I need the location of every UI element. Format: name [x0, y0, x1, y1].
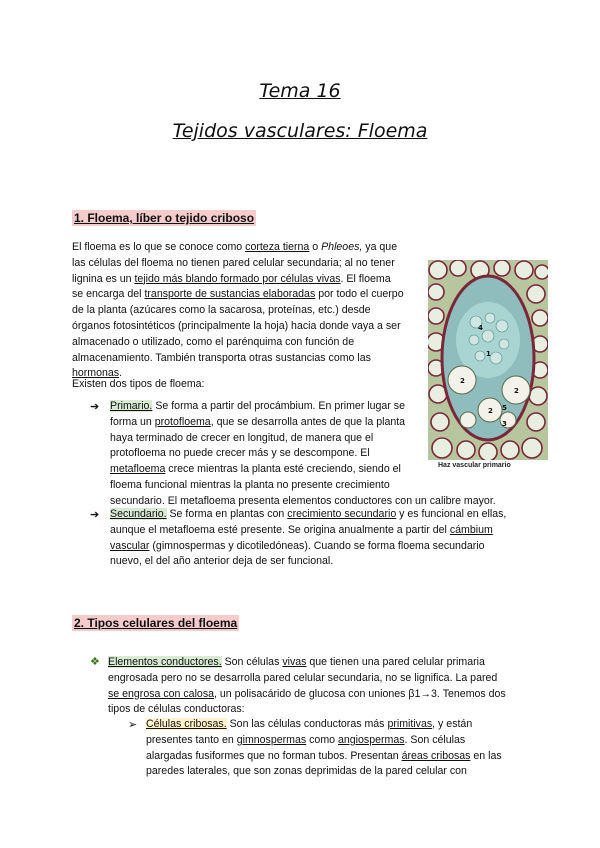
secundario-item: Secundario. Se forma en plantas con crecimiento secundario y es funcional en ellas, aunque el metafloema esté presente. Se origina anualmente a partir del cámbium vascular (gimnospermas y dicotiledóneas). Cuando se forma floema secundario nuevo, el del año anterior deja de ser funcional. [110, 508, 507, 568]
figure-label: 5 [502, 404, 507, 412]
arrow-bullet-icon: ➔ [90, 509, 100, 521]
document-title: Tema 16 [259, 80, 341, 102]
document-subtitle: Tejidos vasculares: Floema [172, 120, 428, 142]
celulas-cribosas-item: Células cribosas. Son las células conductoras más primitivas, y están presentes tanto en gimnospermas como angiospermas. Son células alargadas fusiformes que no forman tubos. Presentan áreas cribosas en las paredes laterales, que son zonas deprimidas de la pared celular con [146, 718, 502, 778]
figure-label: 2 [514, 387, 519, 395]
vascular-bundle-image [428, 260, 548, 460]
section-1-heading: 1. Floema, líber o tejido criboso [74, 211, 255, 225]
section-1-paragraph: El floema es lo que se conoce como corteza tierna o Phleoes, ya que las células del floema no tienen pared celular secundaria; al no tener lignina es un tejido más blando formado por células vivas. El floema se encarga del transporte de sustancias elaboradas por todo el cuerpo de la planta (azúcares como la sacarosa, proteínas, etc.) desde órganos fotosintéticos (principalmente la hoja) hacia donde vaya a ser almacenado o utilizado, como el parénquima con función de almacenamiento. También transporta otras sustancias como las hormonas. [72, 241, 404, 380]
primario-item: Primario. Se forma a partir del procámbium. En primer lugar se forma un protofloema, que se desarrolla antes de que la planta haya terminado de crecer en longitud, de manera que el protofloema no puede crecer más y se descompone. El metafloema crece mientras la planta esté creciendo, siendo el floema funcional mientras la planta no presente crecimiento secundario. El metafloema presenta elementos conductores con un calibre mayor. [110, 400, 496, 507]
elementos-conductores-item: Elementos conductores. Son células vivas que tienen una pared celular primaria engrosada pero no se desarrolla pared celular secundaria, no se lignifica. La pared se engrosa con calosa, un polisacárido de glucosa con uniones β1→3. Tenemos dos tipos de células conductoras: [108, 656, 506, 716]
figure-label: 2 [460, 377, 465, 385]
arrowhead-bullet-icon: ➢ [128, 719, 138, 731]
diamond-bullet-icon: ❖ [90, 656, 100, 668]
figure-label: 1 [486, 350, 491, 358]
figure-label: 4 [478, 324, 483, 332]
figure-label: 3 [502, 420, 507, 428]
types-intro: Existen dos tipos de floema: [72, 378, 205, 390]
arrow-bullet-icon: ➔ [90, 401, 100, 413]
figure-label: 2 [488, 407, 493, 415]
section-2-heading: 2. Tipos celulares del floema [74, 616, 238, 630]
figure-caption: Haz vascular primario [438, 462, 511, 469]
